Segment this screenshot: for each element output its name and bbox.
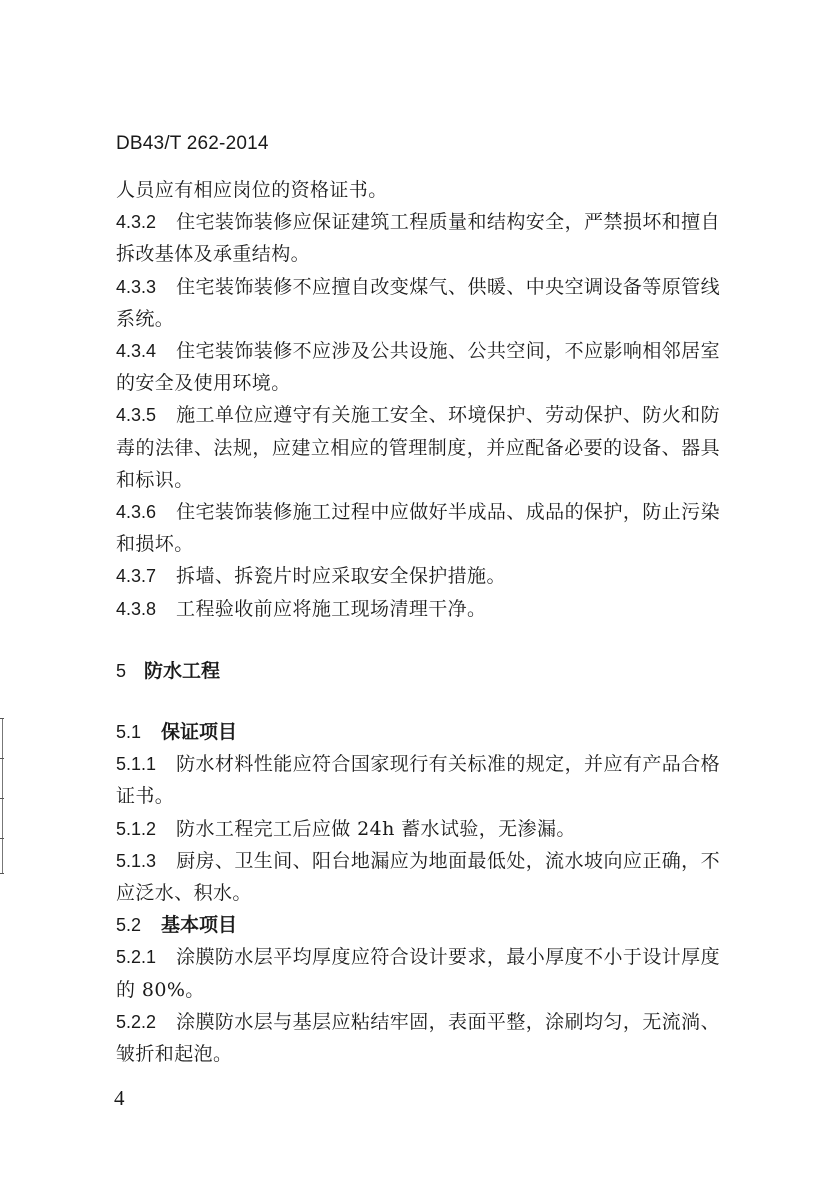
clause-number: 5.1.1	[116, 754, 157, 775]
section-number: 5.1	[116, 722, 142, 743]
clause-4-3-7	[116, 560, 720, 592]
section-title: 基本项目	[161, 914, 238, 937]
clause-text: 住宅装饰装修不应擅自改变煤气、供暖、中央空调设备等原管线系统。	[116, 275, 720, 330]
clause-text: 涂膜防水层平均厚度应符合设计要求，最小厚度不小于设计厚度的 80%。	[116, 946, 720, 1001]
section-heading-5-1	[116, 716, 720, 748]
clause-text: 涂膜防水层与基层应粘结牢固，表面平整，涂刷均匀，无流淌、皱折和起泡。	[116, 1010, 720, 1066]
clause-number: 4.3.6	[116, 502, 157, 523]
clause-5-1-3	[116, 845, 720, 909]
clause-text: 施工单位应遵守有关施工安全、环境保护、劳动保护、防火和防毒的法律、法规，应建立相应的管理制度，并应配备必要的设备、器具和标识。	[116, 404, 720, 491]
clause-text: 住宅装饰装修施工过程中应做好半成品、成品的保护，防止污染和损坏。	[116, 501, 720, 556]
clause-text: 人员应有相应岗位的资格证书。	[116, 179, 388, 201]
clause-5-2-1	[116, 941, 720, 1005]
chapter-heading	[116, 655, 720, 687]
clause-text: 拆墙、拆瓷片时应采取安全保护措施。	[176, 565, 506, 588]
clause-text: 住宅装饰装修不应涉及公共设施、公共空间，不应影响相邻居室的安全及使用环境。	[116, 340, 720, 395]
clause-number: 4.3.2	[116, 212, 157, 233]
document-code: DB43/T 262-2014	[116, 133, 269, 154]
document-body	[116, 174, 720, 1070]
clause-number: 4.3.8	[116, 598, 157, 619]
clause-text: 防水材料性能应符合国家现行有关标准的规定，并应有产品合格证书。	[116, 753, 720, 808]
clause-4-3-4	[116, 335, 720, 399]
chapter-number: 5	[116, 660, 127, 681]
binding-marks	[0, 718, 4, 878]
clause-number: 4.3.5	[116, 405, 157, 426]
clause-4-3-6	[116, 496, 720, 560]
clause-number: 4.3.7	[116, 566, 157, 587]
section-title: 保证项目	[161, 721, 238, 744]
clause-number: 4.3.3	[116, 276, 157, 297]
clause-number: 5.1.3	[116, 850, 157, 871]
clause-4-3-5	[116, 399, 720, 496]
page-number: 4	[114, 1086, 125, 1110]
clause-number: 5.2.2	[116, 1011, 157, 1032]
section-heading-5-2	[116, 909, 720, 941]
clause-number: 5.1.2	[116, 818, 157, 839]
clause-text: 防水工程完工后应做 24h 蓄水试验，无渗漏。	[176, 817, 576, 840]
clause-4-3-8	[116, 593, 720, 625]
clause-4-3-3	[116, 271, 720, 335]
clause-5-1-1	[116, 748, 720, 812]
clause-number: 5.2.1	[116, 947, 157, 968]
clause-text: 厨房、卫生间、阳台地漏应为地面最低处，流水坡向应正确，不应泛水、积水。	[116, 849, 720, 905]
clause-5-1-2	[116, 813, 720, 845]
clause-number: 4.3.4	[116, 341, 157, 362]
section-number: 5.2	[116, 915, 142, 936]
clause-4-3-2	[116, 206, 720, 270]
clause-continuation	[116, 174, 720, 206]
clause-text: 工程验收前应将施工现场清理干净。	[176, 597, 487, 620]
clause-text: 住宅装饰装修应保证建筑工程质量和结构安全，严禁损坏和擅自拆改基体及承重结构。	[116, 211, 720, 266]
chapter-title: 防水工程	[144, 659, 221, 682]
clause-5-2-2	[116, 1006, 720, 1070]
